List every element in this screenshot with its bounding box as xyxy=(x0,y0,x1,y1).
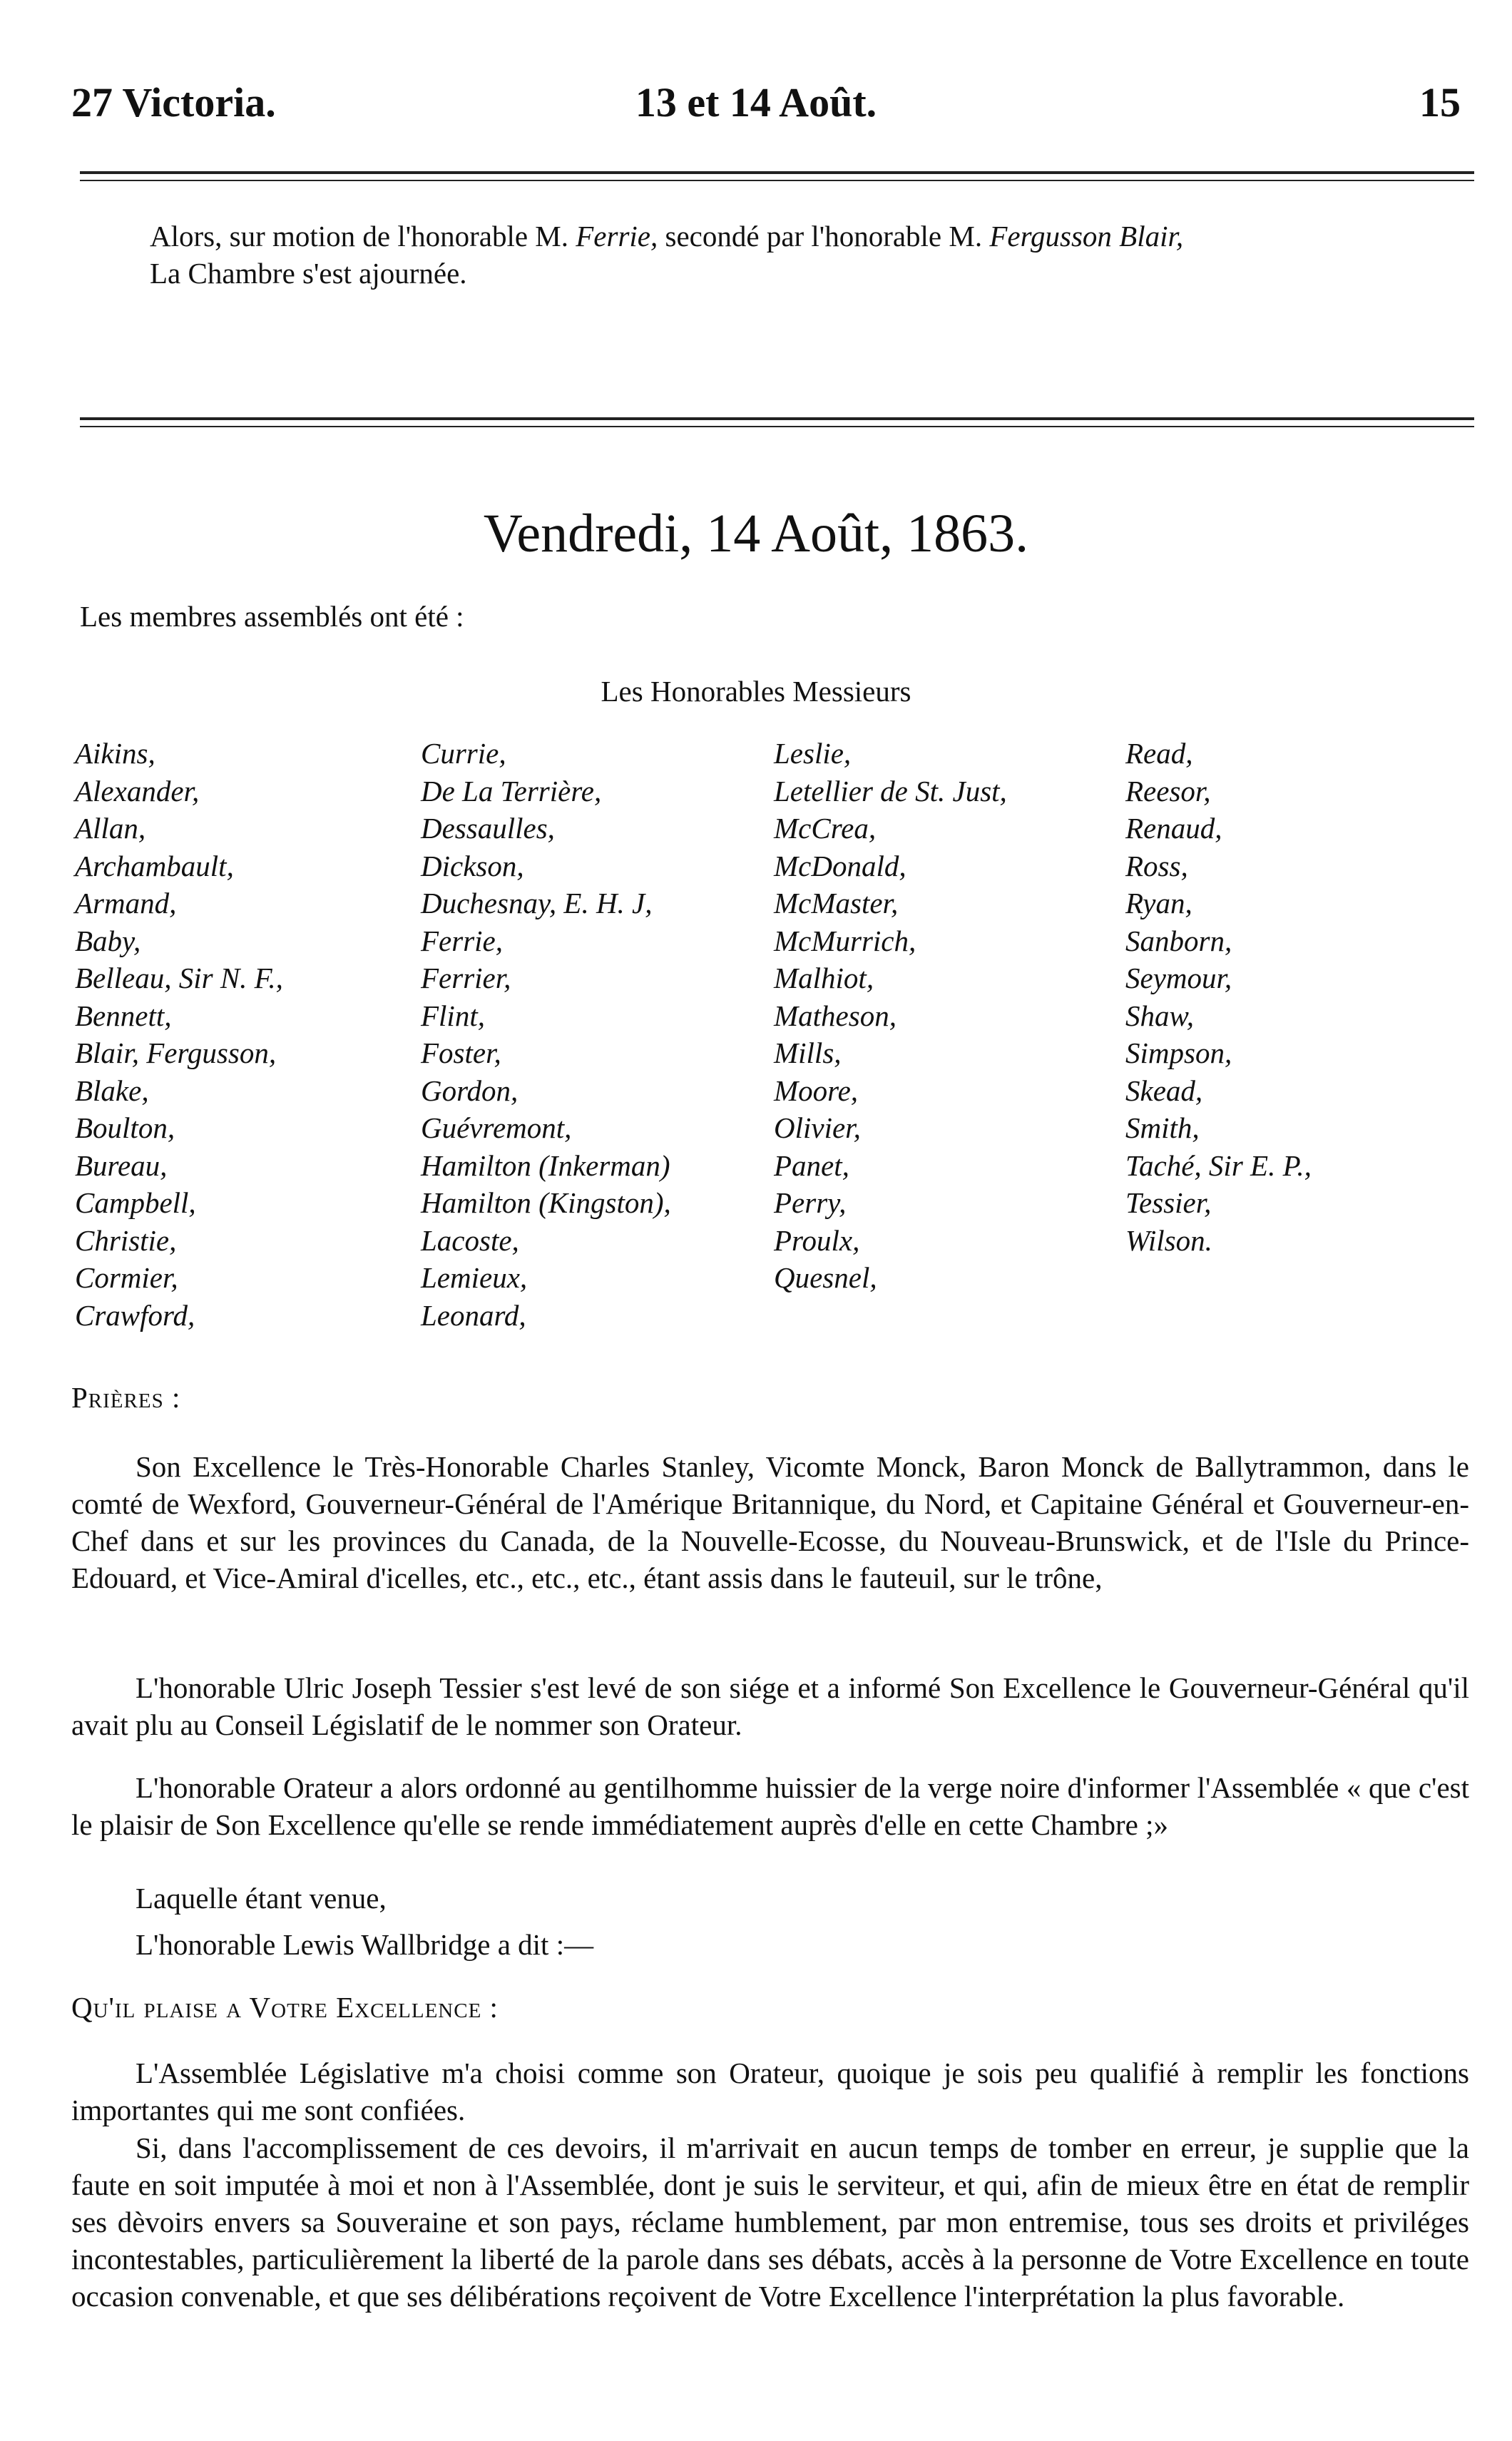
member-name: Cormier, xyxy=(75,1261,178,1294)
member-name: McMaster, xyxy=(774,887,899,919)
member-name: Hamilton (Inkerman) xyxy=(421,1148,670,1182)
member-name: Alexander, xyxy=(75,774,200,807)
member-name: Proulx, xyxy=(774,1223,860,1257)
member-name: Ferrier, xyxy=(421,962,511,994)
member-name: Moore, xyxy=(774,1074,859,1107)
adjournment-intro: Alors, sur motion de l'honorable M. xyxy=(150,220,576,253)
section-rule xyxy=(80,417,1474,420)
member-name: Blair, Fergusson, xyxy=(75,1036,277,1069)
member-name: Mills, xyxy=(774,1036,842,1069)
member-name: De La Terrière, xyxy=(421,774,602,807)
member-name: Panet, xyxy=(774,1148,849,1182)
paragraph-wallbridge: L'honorable Lewis Wallbridge a dit :— xyxy=(136,1928,594,1961)
header-date: 13 et 14 Août. xyxy=(635,79,877,126)
member-name: Leslie, xyxy=(774,737,852,770)
session-date-title: Vendredi, 14 Août, 1863. xyxy=(483,504,1029,564)
header-volume: 27 Victoria. xyxy=(71,79,276,126)
member-name: Reesor, xyxy=(1125,774,1211,807)
members-column-4 xyxy=(1125,735,1312,1259)
member-name: Matheson, xyxy=(774,999,897,1032)
section-rule-thin xyxy=(80,426,1474,427)
member-name: Ryan, xyxy=(1125,887,1192,919)
member-name: Guévremont, xyxy=(421,1111,572,1144)
member-name: Seymour, xyxy=(1125,962,1232,994)
members-column-2 xyxy=(421,735,671,1334)
member-name: Lemieux, xyxy=(421,1261,528,1294)
member-name: Aikins, xyxy=(75,737,155,770)
member-name: Perry, xyxy=(774,1186,847,1219)
member-name: Allan, xyxy=(75,812,146,845)
member-name: McMurrich, xyxy=(774,924,916,957)
member-name: Baby, xyxy=(75,924,141,957)
member-name: Smith, xyxy=(1125,1111,1200,1144)
adjournment-result: La Chambre s'est ajournée. xyxy=(150,257,467,290)
member-name: Quesnel, xyxy=(774,1261,877,1294)
member-name: Olivier, xyxy=(774,1111,861,1144)
member-name: Blake, xyxy=(75,1074,149,1107)
paragraph-speaker-chosen: L'Assemblée Législative m'a choisi comme son Orateur, quoique je sois peu qualifié à remplir les fonctions importantes qui me sont confiées. xyxy=(71,2057,1469,2126)
member-name: Tessier, xyxy=(1125,1186,1212,1219)
header-rule xyxy=(80,171,1474,174)
member-name: Ferrie, xyxy=(421,924,503,957)
member-name: Sanborn, xyxy=(1125,924,1232,957)
member-name: Malhiot, xyxy=(774,962,874,994)
paragraph-privileges: Si, dans l'accomplissement de ces devoirs, il m'arrivait en aucun temps de tomber en erreur, je supplie que la faute en soit imputée à moi et non à l'Assemblée, dont je suis le serviteur, et qui, afin de mieux être en état de remplir ses dèvoirs envers sa Souveraine et son pays, réclame humblement, par mon entremise, tous ses droits et priviléges incontestables, particulièrement la liberté de la parole dans ses débats, accès à la personne de Votre Excellence en toute occasion convenable, et que ses délibérations reçoivent de Votre Excellence l'interprétation la plus favorable. xyxy=(71,2131,1469,2313)
member-name: Christie, xyxy=(75,1223,177,1257)
member-name: Hamilton (Kingston), xyxy=(421,1186,671,1219)
member-name: Belleau, Sir N. F., xyxy=(75,962,283,994)
member-name: Dessaulles, xyxy=(421,812,555,845)
paragraph-arrival: Laquelle étant venue, xyxy=(136,1882,387,1915)
member-name: Ross, xyxy=(1125,849,1188,882)
member-name: Shaw, xyxy=(1125,999,1195,1032)
page-number: 15 xyxy=(1419,79,1461,126)
prayers-heading: Prières : xyxy=(71,1381,181,1414)
member-name: Duchesnay, E. H. J, xyxy=(421,887,653,919)
member-name: Armand, xyxy=(75,887,177,919)
member-name: Boulton, xyxy=(75,1111,175,1144)
members-column-3 xyxy=(774,735,1007,1297)
member-name: Read, xyxy=(1125,737,1193,770)
member-name: Archambault, xyxy=(75,849,234,882)
member-name: Gordon, xyxy=(421,1074,519,1107)
member-name: Taché, Sir E. P., xyxy=(1125,1148,1312,1182)
member-name: Crawford, xyxy=(75,1298,195,1332)
member-name: McDonald, xyxy=(774,849,906,882)
adjournment-mid: secondé par l'honorable M. xyxy=(658,220,990,253)
paragraph-black-rod: L'honorable Orateur a alors ordonné au gentilhomme huissier de la verge noire d'informer l'Assemblée « que c'est le plaisir de Son Excellence qu'elle se rende immédiatement auprès d'elle en cette Chambre ;» xyxy=(71,1771,1469,1841)
member-name: Wilson. xyxy=(1125,1223,1212,1257)
member-name: Leonard, xyxy=(421,1298,526,1332)
address-heading: Qu'il plaise a Votre Excellence : xyxy=(71,1991,499,2024)
member-name: Flint, xyxy=(421,999,485,1032)
member-name: Bennett, xyxy=(75,999,172,1032)
header-rule-thin xyxy=(80,180,1474,181)
member-name: Lacoste, xyxy=(421,1223,519,1257)
member-name: Bureau, xyxy=(75,1148,168,1182)
members-intro: Les membres assemblés ont été : xyxy=(80,600,464,633)
member-name: Foster, xyxy=(421,1036,501,1069)
seconder-name: Fergusson Blair, xyxy=(989,220,1184,253)
member-name: Renaud, xyxy=(1125,812,1222,845)
member-name: McCrea, xyxy=(774,812,877,845)
member-name: Currie, xyxy=(421,737,506,770)
members-subtitle: Les Honorables Messieurs xyxy=(601,675,911,708)
paragraph-tessier: L'honorable Ulric Joseph Tessier s'est levé de son siége et a informé Son Excellence le Gouverneur-Général qu'il avait plu au Conseil Législatif de le nommer son Orateur. xyxy=(71,1671,1469,1741)
member-name: Simpson, xyxy=(1125,1036,1232,1069)
member-name: Skead, xyxy=(1125,1074,1203,1107)
member-name: Dickson, xyxy=(421,849,524,882)
members-column-1 xyxy=(75,735,283,1334)
mover-name: Ferrie, xyxy=(576,220,658,253)
adjournment-paragraph xyxy=(71,218,1469,292)
paragraph-governor: Son Excellence le Très-Honorable Charles Stanley, Vicomte Monck, Baron Monck de Ballytrammon, dans le comté de Wexford, Gouverneur-Général de l'Amérique Britannique, du Nord, et Capitaine Général et Gouverneur-en-Chef dans et sur les provinces du Canada, de la Nouvelle-Ecosse, du Nouveau-Brunswick, et de l'Isle du Prince-Edouard, et Vice-Amiral d'icelles, etc., etc., etc., étant assis dans le fauteuil, sur le trône, xyxy=(71,1450,1469,1594)
member-name: Campbell, xyxy=(75,1186,196,1219)
member-name: Letellier de St. Just, xyxy=(774,774,1007,807)
